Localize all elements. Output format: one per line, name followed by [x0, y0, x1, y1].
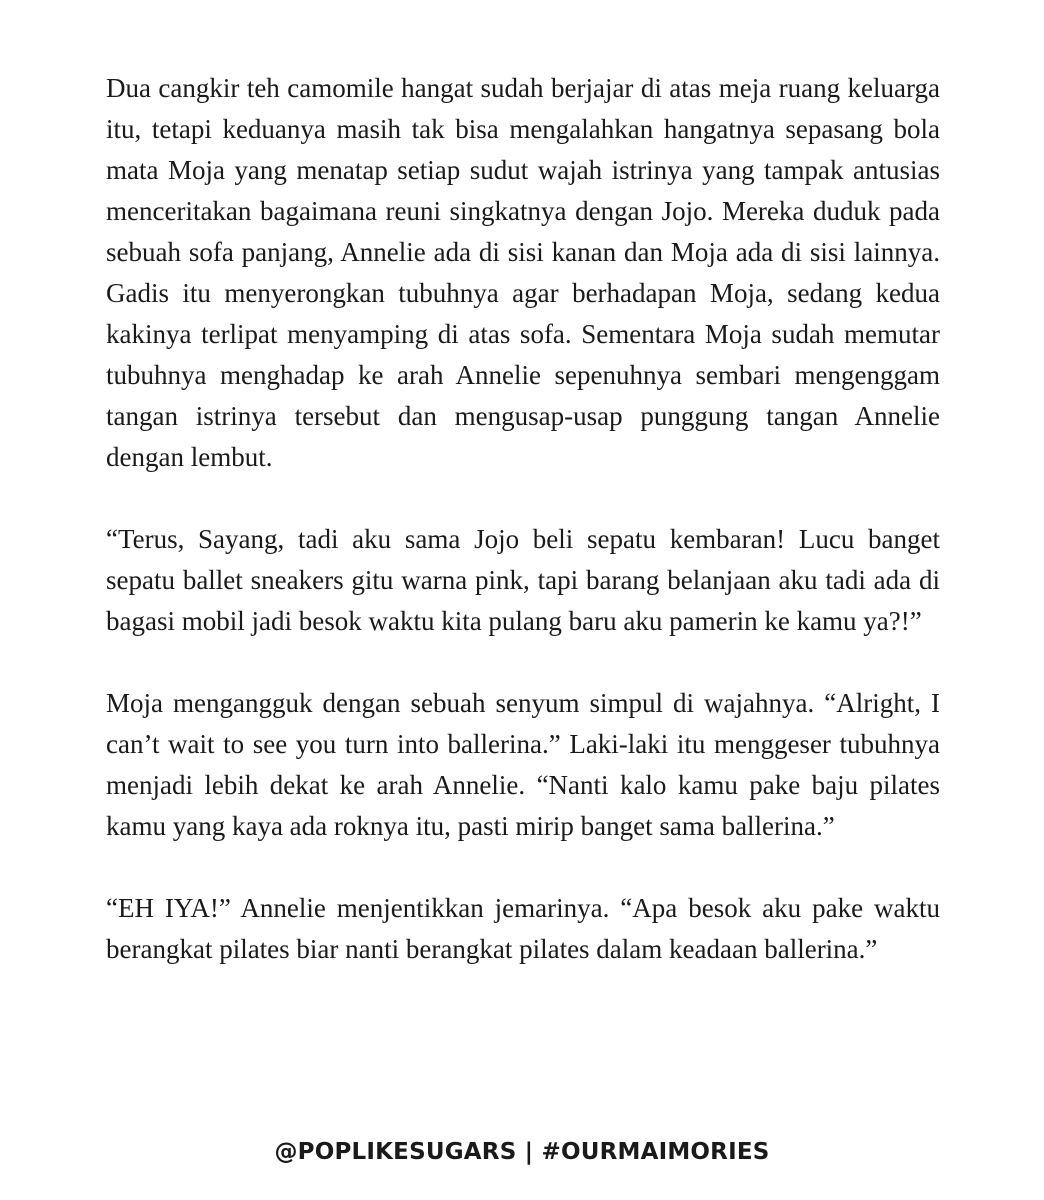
paragraph: Dua cangkir teh camomile hangat sudah berjajar di atas meja ruang keluarga itu, tetapi keduanya masih tak bisa mengalahkan hangatnya sepasang bola mata Moja yang menatap setiap sudut wajah istrinya yang tampak antusias menceritakan bagaimana reuni singkatnya dengan Jojo. Mereka duduk pada sebuah sofa panjang, Annelie ada di sisi kanan dan Moja ada di sisi lainnya. Gadis itu menyerongkan tubuhnya agar berhadapan Moja, sedang kedua kakinya terlipat menyamping di atas sofa. Sementara Moja sudah memutar tubuhnya menghadap ke arah Annelie sepenuhnya sembari mengenggam tangan istrinya tersebut dan mengusap-usap punggung tangan Annelie dengan lembut.	[106, 73, 940, 472]
footer-credit: @POPLIKESUGARS | #OURMAIMORIES	[274, 1139, 770, 1165]
story-text-body	[106, 68, 940, 970]
paragraph: “Terus, Sayang, tadi aku sama Jojo beli sepatu kembaran! Lucu banget sepatu ballet sneakers gitu warna pink, tapi barang belanjaan aku tadi ada di bagasi mobil jadi besok waktu kita pulang baru aku pamerin ke kamu ya?!”	[106, 524, 940, 636]
paragraph: Moja mengangguk dengan sebuah senyum simpul di wajahnya. “Alright, I can’t wait to see you turn into ballerina.” Laki-laki itu menggeser tubuhnya menjadi lebih dekat ke arah Annelie. “Nanti kalo kamu pake baju pilates kamu yang kaya ada roknya itu, pasti mirip banget sama ballerina.”	[106, 688, 940, 841]
paragraph: “EH IYA!” Annelie menjentikkan jemarinya. “Apa besok aku pake waktu berangkat pilates biar nanti berangkat pilates dalam keadaan ballerina.”	[106, 893, 940, 964]
